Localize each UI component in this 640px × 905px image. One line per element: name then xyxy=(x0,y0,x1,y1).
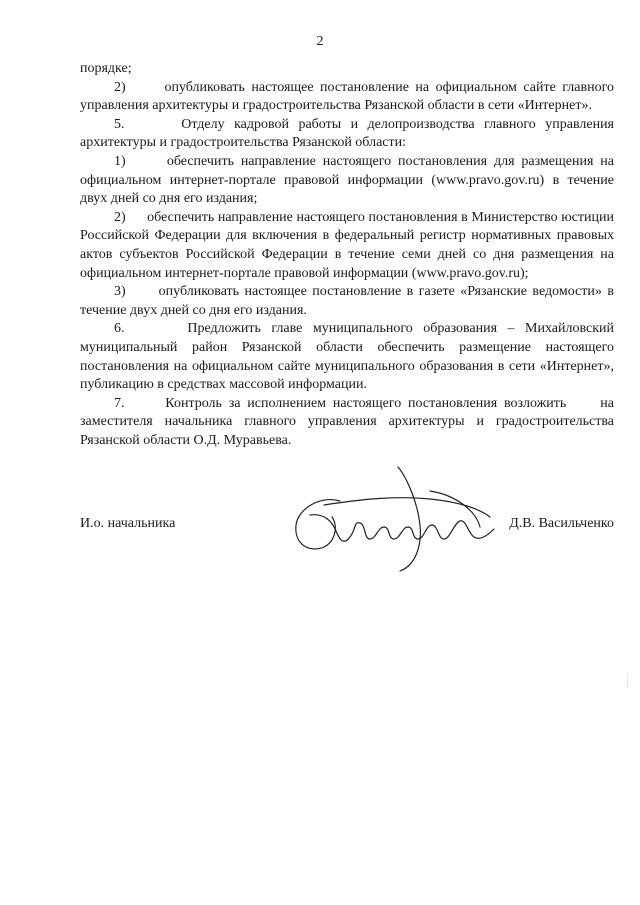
signature-block xyxy=(80,510,614,550)
paragraph-item-publish-site: 2) опубликовать настоящее постановление на официальном сайте главного управления архитектуры и градостроительства Рязанской области в сети «Интернет». xyxy=(80,79,614,114)
page-number: 2 xyxy=(316,34,324,49)
paragraph-5-item-1: 1) обеспечить направление настоящего постановления для размещения на официальном интернет-портале правовой информации (www.pravo.gov.ru) в течение двух дней со дня его издания; xyxy=(80,153,614,207)
paragraph-7: 7. Контроль за исполнением настоящего постановления возложить на заместителя начальника главного управления архитектуры и градостроительства Рязанской области О.Д. Муравьева. xyxy=(80,395,614,448)
paragraph-5: 5. Отделу кадровой работы и делопроизводства главного управления архитектуры и градостроительства Рязанской области: xyxy=(80,116,614,151)
document-body xyxy=(80,60,614,450)
signatory-title: И.о. начальника xyxy=(80,516,176,531)
handwritten-signature xyxy=(280,465,510,575)
signatory-name: Д.В. Васильченко xyxy=(509,516,614,531)
paragraph-continuation: порядке; xyxy=(80,61,132,76)
scan-edge-mark: ..... xyxy=(623,673,634,689)
paragraph-6: 6. Предложить главе муниципального образования – Михайловский муниципальный район Рязанской области обеспечить размещение настоящего постановления на официальном сайте муниципального образования в сети «Интернет», публикацию в средствах массовой информации. xyxy=(80,321,614,393)
paragraph-5-item-3: 3) опубликовать настоящее постановление в газете «Рязанские ведомости» в течение двух дней со дня его издания. xyxy=(80,284,614,318)
paragraph-5-item-2: 2) обеспечить направление настоящего постановления в Министерство юстиции Российской Федерации для включения в федеральный регистр нормативных правовых актов субъектов Российской Федерации в течение семи дней со дня размещения на официальном интернет-портале правовой информации (www.pravo.gov.ru); xyxy=(80,209,614,281)
